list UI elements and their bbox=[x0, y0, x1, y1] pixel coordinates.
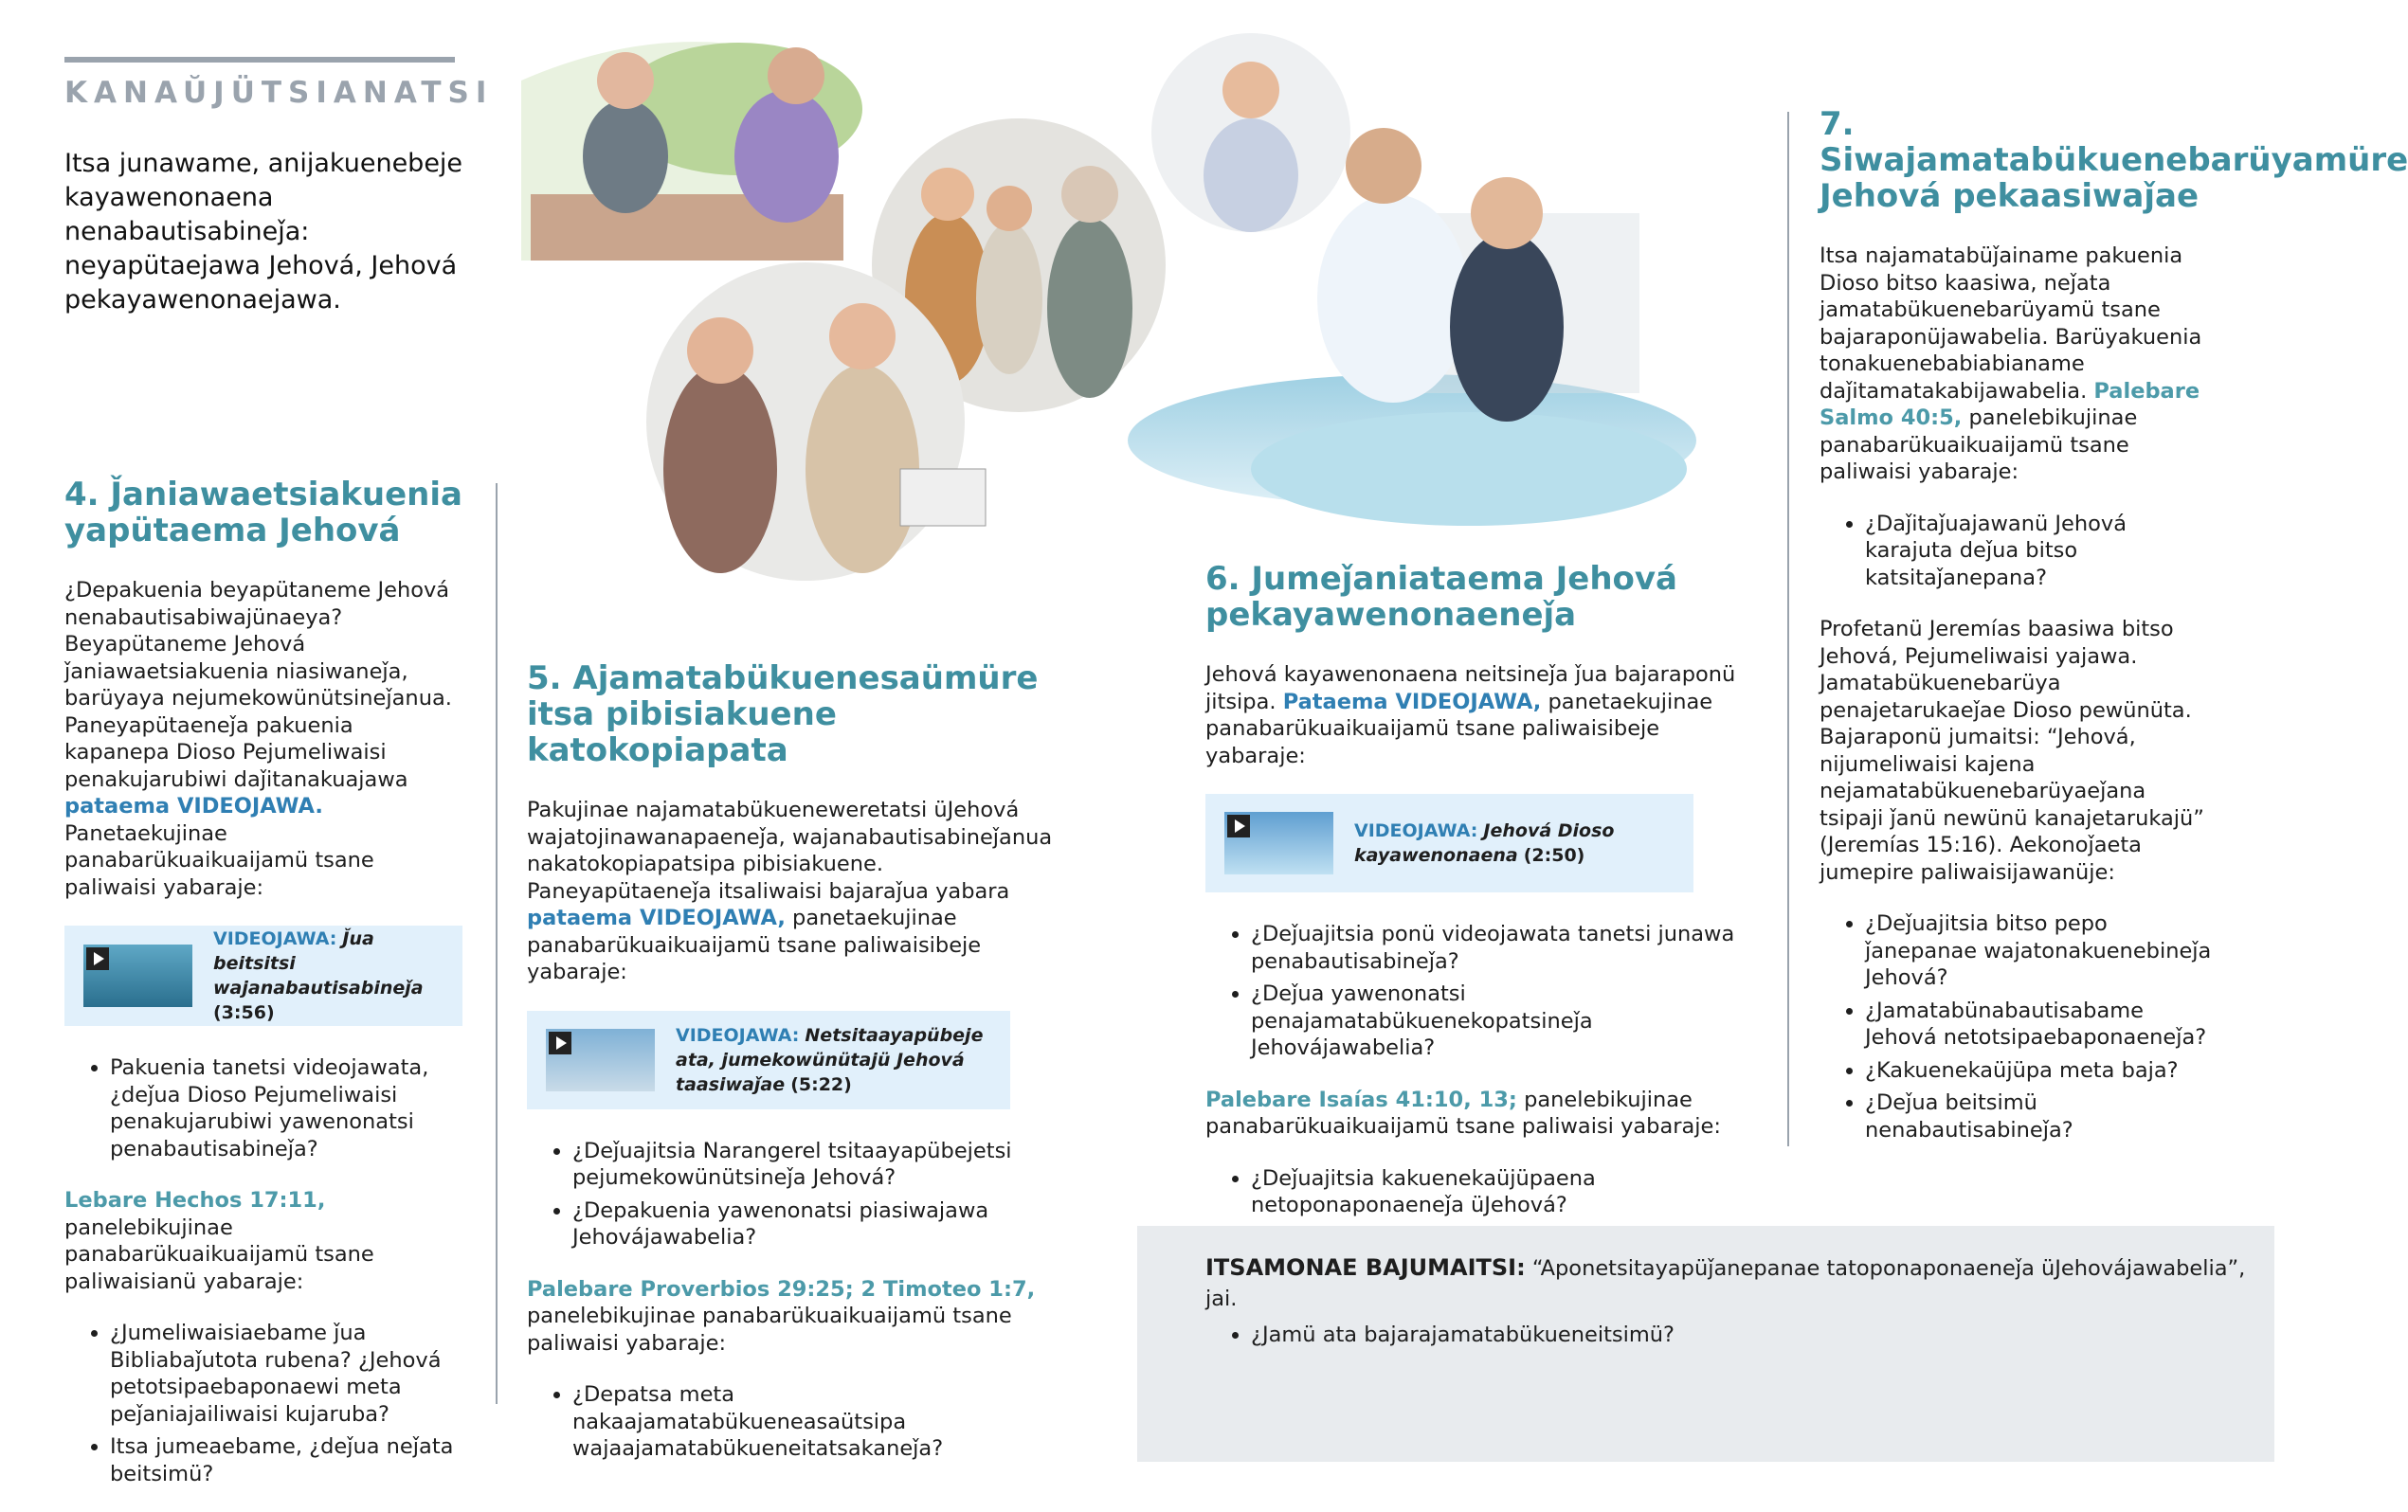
video-link[interactable]: pataema VIDEOJAWA, bbox=[527, 906, 786, 930]
list-item: • Itsa jumeaebame, ¿deǰua neǰata beitsimü? bbox=[110, 1433, 462, 1487]
list-item: • ¿Deǰua yawenonatsi penajamatabükuenekopatsineǰa Jehovájawabelia? bbox=[1251, 981, 1765, 1062]
video-thumbnail bbox=[546, 1029, 655, 1091]
list-item: • ¿Jumeliwaisiaebame ǰua Bibliabaǰutota rubena? ¿Jehová petotsipaebaponaewi meta peǰaniajailiwaisi kujaruba? bbox=[110, 1320, 462, 1428]
intro-text: Itsa junawame, anijakuenebeje kayawenonaena nenabautisabineǰa: neyapütaejawa Jehová, Jehová pekayawenonaejawa. bbox=[64, 149, 463, 315]
video-card[interactable]: VIDEOJAWA: Netsitaayapübeje ata, jumekowünütajü Jehová taasiwaǰae (5:22) bbox=[527, 1011, 1010, 1109]
friends-scene-image bbox=[521, 42, 862, 261]
list-item: • ¿Deǰuajitsia ponü videojawata tanetsi junawa penabautisabineǰa? bbox=[1251, 921, 1765, 975]
question-list bbox=[1820, 511, 2213, 592]
section-7-paragraph: Itsa najamatabüǰainame pakuenia Dioso bitso kaasiwa, neǰata jamatabükuenebarüyamü tsane bajaraponüjawabelia. Barüyakuenia tonakuenebabiabianame daǰitamatakabijawabelia. Palebare Salmo 40:5, panelebikujinae panabarükuaikuaijamü tsane paliwaisi yabaraje: bbox=[1820, 243, 2202, 484]
scripture-reference: Palebare Proverbios 29:25; 2 Timoteo 1:7, panelebikujinae panabarükuaikuaijamü tsane paliwaisi yabaraje: bbox=[527, 1276, 1036, 1356]
scripture-reference: Lebare Hechos 17:11, panelebikujinae panabarükuaikuaijamü tsane paliwaisianü yabaraje: bbox=[64, 1188, 374, 1294]
section-5-paragraph: Pakujinae najamatabükueneweretatsi üJehová wajatojinawanapaeneǰa, wajanabautisabineǰanua nakatokopiapatsipa pibisiakuene. Paneyapütaeneǰa itsaliwaisi bajaraǰua yabara pataema VIDEOJAWA, panetaekujinae panabarükuaikuaijamü tsane paliwaisibeje yabaraje: bbox=[527, 798, 1053, 984]
section-6 bbox=[1205, 561, 1765, 1244]
section-7-paragraph-2: Profetanü Jeremías baasiwa bitso Jehová, Pejumeliwaisi yajawa. Jamatabükuenebarüya penajetarukaeǰae Dioso pewünüta. Bajaraponü jumaitsi: “Jehová, nijumeliwaisi kajena nejamatabükuenebarüyaeǰana tsipaji ǰanü newünü kanajetarukajü” (Jeremías 15:16). Aekonoǰaeta jumepire paliwaisijawanüje: bbox=[1820, 617, 2204, 885]
video-card[interactable]: VIDEOJAWA: Jehová Dioso kayawenonaena (2:50) bbox=[1205, 794, 1693, 892]
section-7 bbox=[1820, 105, 2408, 1168]
play-icon bbox=[86, 947, 109, 970]
section-4-paragraph: ¿Depakuenia beyapütaneme Jehová nenabautisabiwajünaeya? Beyapütaneme Jehová ǰaniawaetsiakuenia niasiwaneǰa, barüyaya nejumekowünütsineǰanua. Paneyapütaeneǰa pakuenia kapanepa Dioso Pejumeliwaisi penakujarubiwi daǰitanakuajawa pataema VIDEOJAWA. Panetaekujinae panabarükuaikuaijamü tsane paliwaisi yabaraje: bbox=[64, 578, 452, 900]
list-item: • ¿Depakuenia yawenonatsi piasiwajawa Jehovájawabelia? bbox=[572, 1197, 1067, 1251]
question-list bbox=[527, 1381, 1067, 1463]
question-list bbox=[64, 1054, 462, 1162]
play-icon bbox=[1227, 815, 1250, 837]
question-list bbox=[1205, 1165, 1765, 1219]
footer-label: ITSAMONAE BAJUMAITSI: bbox=[1205, 1254, 1526, 1281]
prayer-scene-image bbox=[1151, 33, 1350, 232]
list-item: • ¿Jamü ata bajarajamatabükueneitsimü? bbox=[1251, 1320, 2257, 1350]
question-list bbox=[1205, 1320, 2257, 1350]
list-item: • ¿Deǰuajitsia kakuenekaüjüpaena netoponaponaeneǰa üJehová? bbox=[1251, 1165, 1765, 1219]
question-list bbox=[527, 1138, 1067, 1251]
list-item: • ¿Deǰuajitsia Narangerel tsitaayapübejetsi pejumekowünütsineǰa Jehová? bbox=[572, 1138, 1067, 1192]
list-item: • ¿Deǰuajitsia bitso pepo ǰanepanae wajatonakuenebineǰa Jehová? bbox=[1865, 910, 2213, 992]
list-item: • ¿Jamatabünabautisabame Jehová netotsipaebaponaeneǰa? bbox=[1865, 998, 2213, 1052]
list-item: • ¿Daǰitaǰuajawanü Jehová karajuta deǰua bitso katsitaǰanepana? bbox=[1865, 511, 2213, 592]
section-6-paragraph: Jehová kayawenonaena neitsineǰa ǰua bajaraponü jitsipa. Pataema VIDEOJAWA, panetaekujinae panabarükuaikuaijamü tsane paliwaisibeje yabaraje: bbox=[1205, 662, 1736, 768]
illustration-collage bbox=[502, 24, 1696, 592]
column-divider bbox=[496, 483, 498, 1404]
column-divider bbox=[1787, 112, 1789, 1146]
section-5 bbox=[527, 660, 1067, 1487]
section-7-title: 7. Siwajamatabükuenebarüyamüre Jehová pekaasiwaǰae bbox=[1820, 105, 2408, 215]
section-4-title: 4. J̌aniawaetsiakuenia yapütaema Jehová bbox=[64, 476, 462, 549]
video-thumbnail bbox=[1224, 812, 1333, 874]
video-thumbnail bbox=[83, 945, 192, 1007]
question-list bbox=[1820, 910, 2213, 1143]
section-5-title: 5. Ajamatabükuenesaümüre itsa pibisiakuene katokopiapata bbox=[527, 659, 1039, 769]
list-item: • ¿Depatsa meta nakaajamatabükueneasaütsipa wajaajamatabükueneitatsakaneǰa? bbox=[572, 1381, 1067, 1463]
scripture-reference: Palebare Isaías 41:10, 13; panelebikujinae panabarükuaikuaijamü tsane paliwaisi yabaraje: bbox=[1205, 1087, 1721, 1139]
question-list bbox=[64, 1320, 462, 1487]
video-link[interactable]: pataema VIDEOJAWA. bbox=[64, 794, 323, 819]
section-kicker: KANAŬJÜTSIANATSI bbox=[64, 76, 494, 110]
list-item: • Pakuenia tanetsi videojawata, ¿deǰua Dioso Pejumeliwaisi penakujarubiwi yawenonatsi penabautisabineǰa? bbox=[110, 1054, 462, 1162]
footer-question bbox=[1205, 1252, 2257, 1356]
section-6-title: 6. Jumeǰaniataema Jehová pekayawenonaeneǰa bbox=[1205, 560, 1677, 634]
list-item: • ¿Kakuenekaüjüpa meta baja? bbox=[1865, 1057, 2213, 1085]
footer-quote: “Aponetsitayapüǰanepanae tatoponaponaeneǰa üJehovájawabelia”, jai. bbox=[1205, 1256, 2246, 1311]
play-icon bbox=[549, 1032, 571, 1054]
header-rule bbox=[64, 57, 455, 63]
video-card[interactable]: VIDEOJAWA: J̌ua beitsitsi wajanabautisabineǰa (3:56) bbox=[64, 926, 462, 1026]
list-item: • ¿Deǰua beitsimü nenabautisabineǰa? bbox=[1865, 1089, 2213, 1143]
section-4 bbox=[64, 477, 462, 1512]
video-link[interactable]: Pataema VIDEOJAWA, bbox=[1282, 689, 1542, 714]
question-list bbox=[1205, 921, 1765, 1062]
